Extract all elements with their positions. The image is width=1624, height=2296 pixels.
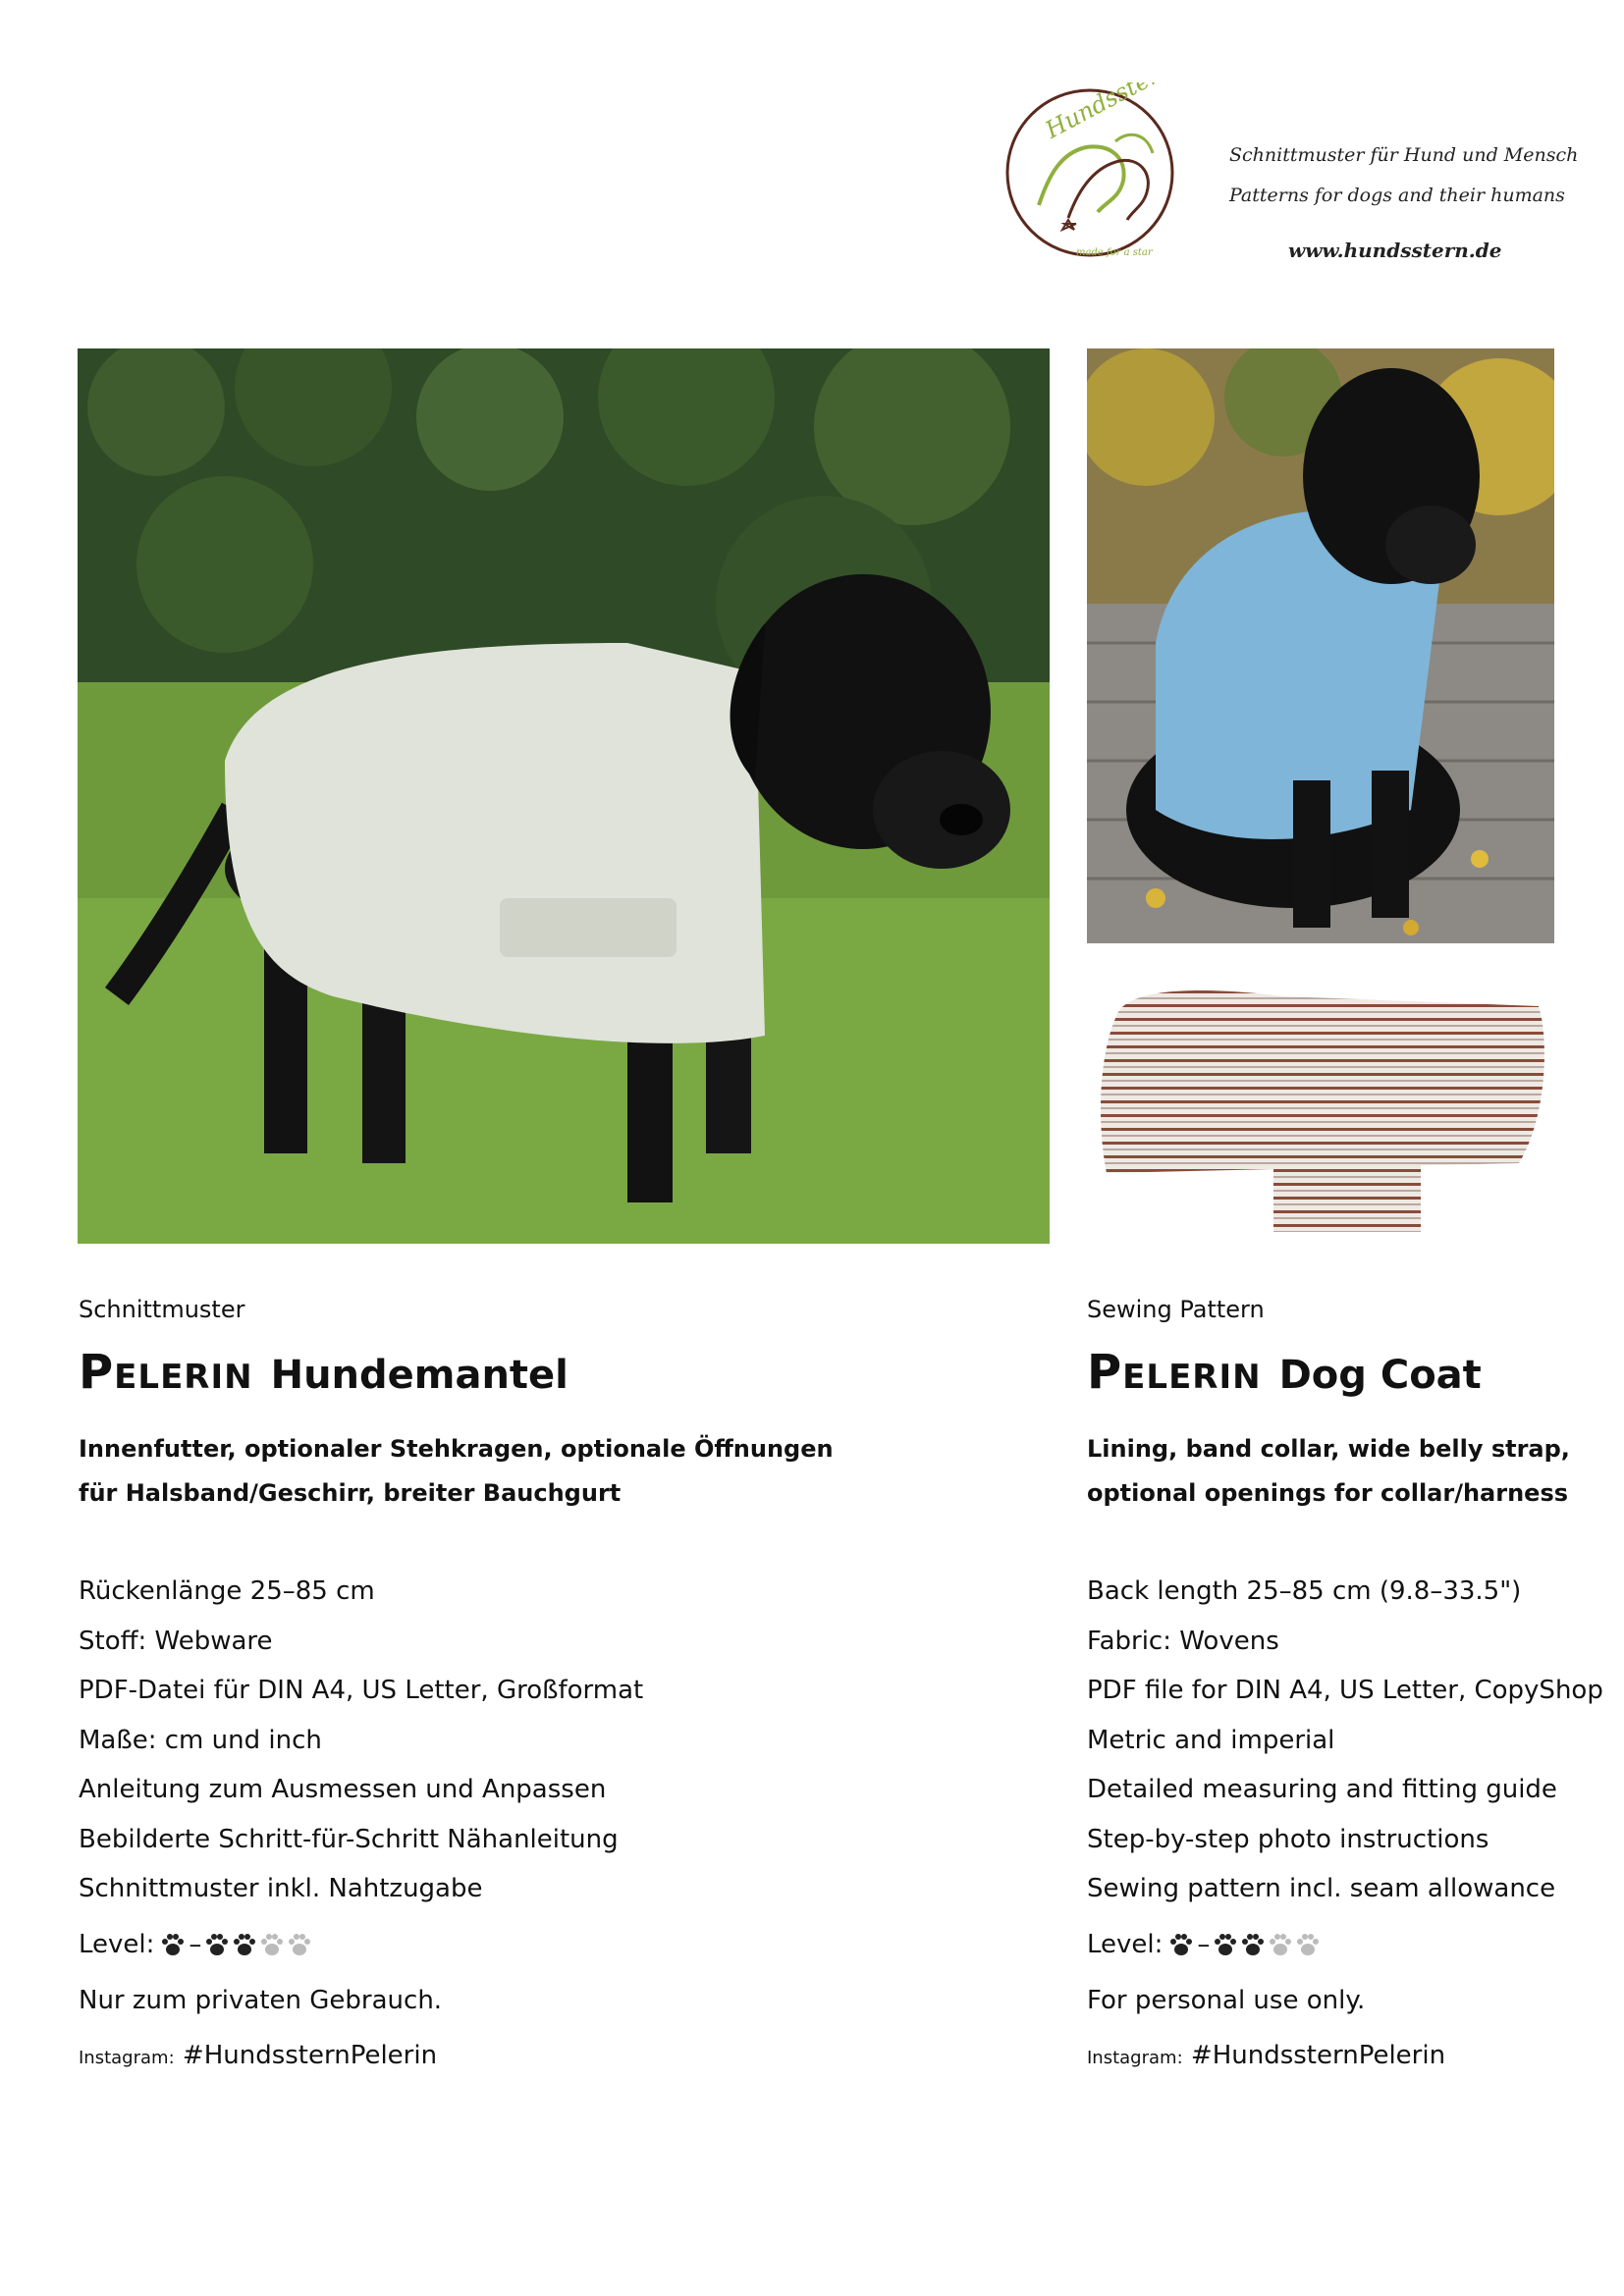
paw-icon	[1295, 1932, 1321, 1957]
hundsstern-logo	[1000, 82, 1181, 264]
spec-item-de: Rückenlänge 25–85 cm	[79, 1576, 375, 1606]
features-line-de: Innenfutter, optionaler Stehkragen, optionale Öffnungen	[79, 1435, 834, 1463]
spec-item-en: Back length 25–85 cm (9.8–33.5")	[1087, 1576, 1522, 1606]
instagram-de	[79, 2036, 844, 2075]
instagram-hashtag-en[interactable]: #HundssternPelerin	[1190, 2040, 1446, 2070]
column-german	[79, 1296, 844, 2075]
tagline-de: Schnittmuster für Hund und Mensch	[1229, 144, 1579, 166]
product-type-en: Dog Coat	[1278, 1353, 1482, 1398]
paw-icon	[1213, 1932, 1238, 1957]
spec-item-en: Fabric: Wovens	[1087, 1626, 1279, 1656]
paw-icon	[1168, 1932, 1194, 1957]
instagram-label-en: Instagram:	[1087, 2047, 1183, 2068]
product-name-en: Pelerin	[1087, 1345, 1262, 1400]
personal-use-en: For personal use only.	[1087, 1985, 1366, 2015]
spec-item-en: Sewing pattern incl. seam allowance	[1087, 1874, 1556, 1903]
subtitle-en: Sewing Pattern	[1087, 1296, 1265, 1323]
features-line-de: für Halsband/Geschirr, breiter Bauchgurt	[79, 1479, 622, 1507]
level-range-dash: –	[1197, 1929, 1211, 1959]
level-row-de	[79, 1914, 844, 1975]
spec-list-en	[1087, 1567, 1603, 1914]
paw-icon	[160, 1932, 186, 1957]
level-label-de: Level:	[79, 1929, 155, 1959]
instagram-label-de: Instagram:	[79, 2047, 175, 2068]
instagram-en	[1087, 2036, 1597, 2075]
product-title-en	[1087, 1345, 1597, 1406]
difficulty-paws-en	[1168, 1914, 1321, 1975]
paw-icon	[259, 1932, 285, 1957]
personal-use-de: Nur zum privaten Gebrauch.	[79, 1985, 443, 2015]
spec-item-en: Metric and imperial	[1087, 1725, 1335, 1755]
website-link[interactable]: www.hundsstern.de	[1288, 239, 1502, 262]
subtitle-de: Schnittmuster	[79, 1296, 245, 1323]
features-line-en: Lining, band collar, wide belly strap,	[1087, 1435, 1570, 1463]
spec-item-de: Stoff: Webware	[79, 1626, 273, 1656]
photo-coat-flat	[1087, 977, 1554, 1242]
features-line-en: optional openings for collar/harness	[1087, 1479, 1569, 1507]
instagram-hashtag-de[interactable]: #HundssternPelerin	[182, 2040, 438, 2070]
paw-icon	[1268, 1932, 1293, 1957]
spec-item-en: Detailed measuring and fitting guide	[1087, 1775, 1557, 1804]
product-type-de: Hundemantel	[270, 1353, 568, 1398]
spec-item-de: Schnittmuster inkl. Nahtzugabe	[79, 1874, 483, 1903]
paw-icon	[204, 1932, 230, 1957]
product-title-de	[79, 1345, 844, 1406]
photo-dog-standing	[78, 348, 1050, 1244]
level-range-dash: –	[189, 1929, 202, 1959]
spec-item-de: PDF-Datei für DIN A4, US Letter, Großformat	[79, 1676, 644, 1705]
difficulty-paws-de	[160, 1914, 312, 1975]
logo-text: Hundsstern	[1041, 82, 1178, 144]
spec-item-en: Step-by-step photo instructions	[1087, 1824, 1489, 1854]
level-label-en: Level:	[1087, 1929, 1164, 1959]
product-name-de: Pelerin	[79, 1345, 253, 1400]
logo-subtext: made for a star	[1076, 247, 1153, 258]
paw-icon	[287, 1932, 312, 1957]
spec-item-en: PDF file for DIN A4, US Letter, CopyShop	[1087, 1676, 1603, 1705]
tagline-en: Patterns for dogs and their humans	[1229, 185, 1565, 206]
paw-icon	[232, 1932, 257, 1957]
column-english	[1087, 1296, 1603, 2075]
paw-icon	[1240, 1932, 1266, 1957]
spec-item-de: Anleitung zum Ausmessen und Anpassen	[79, 1775, 607, 1804]
photo-dog-sitting	[1087, 348, 1554, 943]
level-row-en	[1087, 1914, 1597, 1975]
spec-list-de	[79, 1567, 844, 1914]
spec-item-de: Maße: cm und inch	[79, 1725, 322, 1755]
spec-item-de: Bebilderte Schritt-für-Schritt Nähanleitung	[79, 1824, 619, 1854]
